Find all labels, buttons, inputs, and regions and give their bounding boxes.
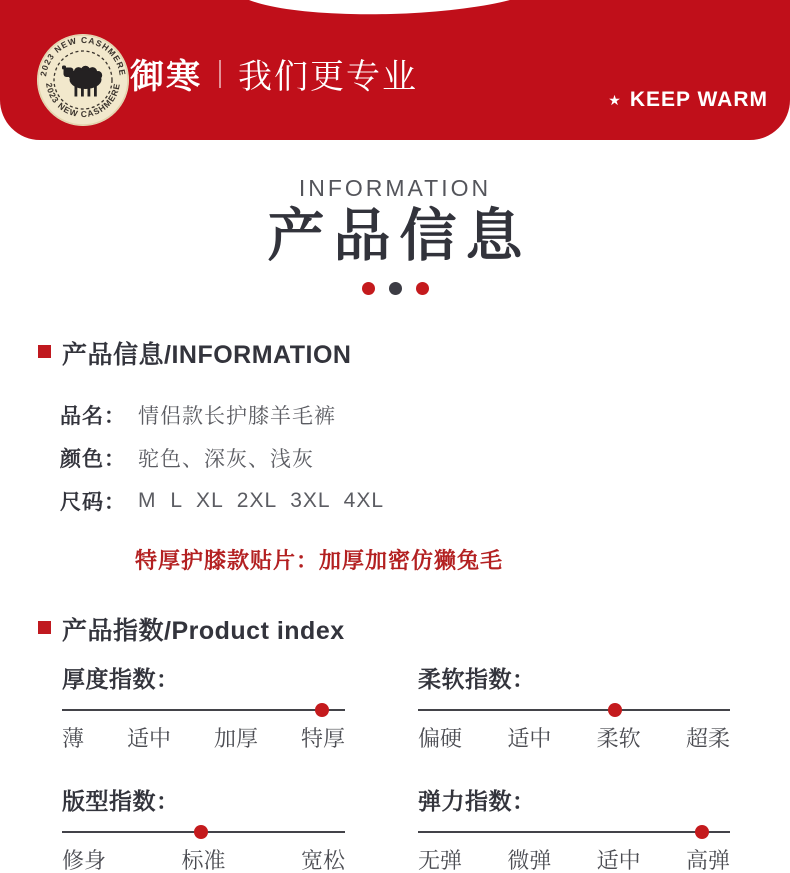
scale-option: 微弹	[507, 847, 552, 873]
scale-option: 特厚	[300, 725, 345, 751]
index-scale	[62, 665, 345, 751]
scale-label: 厚度指数：	[62, 665, 180, 692]
index-section-title: 产品指数/Product index	[62, 616, 345, 645]
dot-red	[362, 282, 375, 295]
brand-row	[130, 49, 418, 98]
scale-options	[62, 727, 345, 751]
scale-marker-dot	[315, 703, 329, 717]
dot-dark	[389, 282, 402, 295]
keep-warm-tagline	[608, 88, 768, 112]
section-bullet-square	[38, 621, 51, 634]
product-index-section	[0, 611, 790, 873]
row-label: 颜色：	[60, 447, 126, 471]
row-value: 情侣款长护膝羊毛裤	[138, 404, 336, 428]
header-wave-notch	[234, 0, 545, 18]
index-section-header	[0, 611, 790, 647]
scale-option: 薄	[62, 725, 85, 751]
scale-label: 版型指数：	[62, 787, 180, 814]
dot-red	[416, 282, 429, 295]
scale-option: 柔软	[596, 725, 641, 751]
brand-header	[0, 0, 790, 140]
badge-arc-text-top: 2023 NEW CASHMERE	[38, 34, 128, 77]
thick-kneepad-note: 特厚护膝款贴片：加厚加密仿獭兔毛	[135, 547, 504, 573]
info-row-size	[60, 488, 790, 514]
scale-track	[418, 831, 730, 833]
scale-marker-dot	[608, 703, 622, 717]
scale-option: 适中	[126, 725, 171, 751]
row-value: M L XL 2XL 3XL 4XL	[138, 488, 385, 512]
badge-arc-text-bottom: 2023 NEW CASHMERE	[44, 81, 122, 120]
scale-option: 适中	[596, 847, 641, 873]
info-row-name	[60, 402, 790, 428]
scale-option: 超柔	[685, 725, 730, 751]
index-scale	[62, 787, 345, 873]
hero-eyebrow: INFORMATION	[298, 175, 492, 201]
scale-label: 弹力指数：	[418, 787, 536, 814]
scale-option: 宽松	[300, 847, 345, 873]
scale-option: 无弹	[418, 847, 463, 873]
page-title: 产品信息	[267, 204, 532, 268]
brand-slogan: 我们更专业	[238, 58, 418, 96]
scale-option: 修身	[62, 847, 107, 873]
index-scale	[418, 665, 730, 751]
title-dots	[0, 282, 790, 295]
brand-name: 御寒	[130, 58, 202, 96]
scale-options	[418, 849, 730, 873]
hero-section	[0, 175, 790, 295]
scale-options	[62, 849, 345, 873]
scale-option: 高弹	[685, 847, 730, 873]
star-icon: ★	[608, 91, 622, 108]
scale-track	[62, 831, 345, 833]
scale-track	[418, 709, 730, 711]
info-section-header	[0, 335, 790, 371]
scale-option: 加厚	[213, 725, 258, 751]
row-value: 驼色、深灰、浅灰	[138, 447, 314, 471]
product-info-section	[0, 335, 790, 575]
section-bullet-square	[38, 345, 51, 358]
scale-track	[62, 709, 345, 711]
scale-marker-dot	[695, 825, 709, 839]
brand-divider	[219, 60, 221, 88]
info-row-color	[60, 445, 790, 471]
row-label: 品名：	[60, 404, 126, 428]
scale-option: 标准	[181, 847, 226, 873]
index-grid	[0, 665, 790, 873]
keep-warm-label: KEEP WARM	[629, 88, 768, 111]
info-section-title: 产品信息/INFORMATION	[62, 340, 352, 369]
scale-option: 适中	[507, 725, 552, 751]
index-scale	[418, 787, 730, 873]
brand-badge	[36, 33, 130, 127]
scale-options	[418, 727, 730, 751]
info-rows	[0, 402, 790, 514]
scale-label: 柔软指数：	[418, 665, 536, 692]
scale-option: 偏硬	[418, 725, 463, 751]
row-label: 尺码：	[60, 490, 126, 514]
scale-marker-dot	[194, 825, 208, 839]
